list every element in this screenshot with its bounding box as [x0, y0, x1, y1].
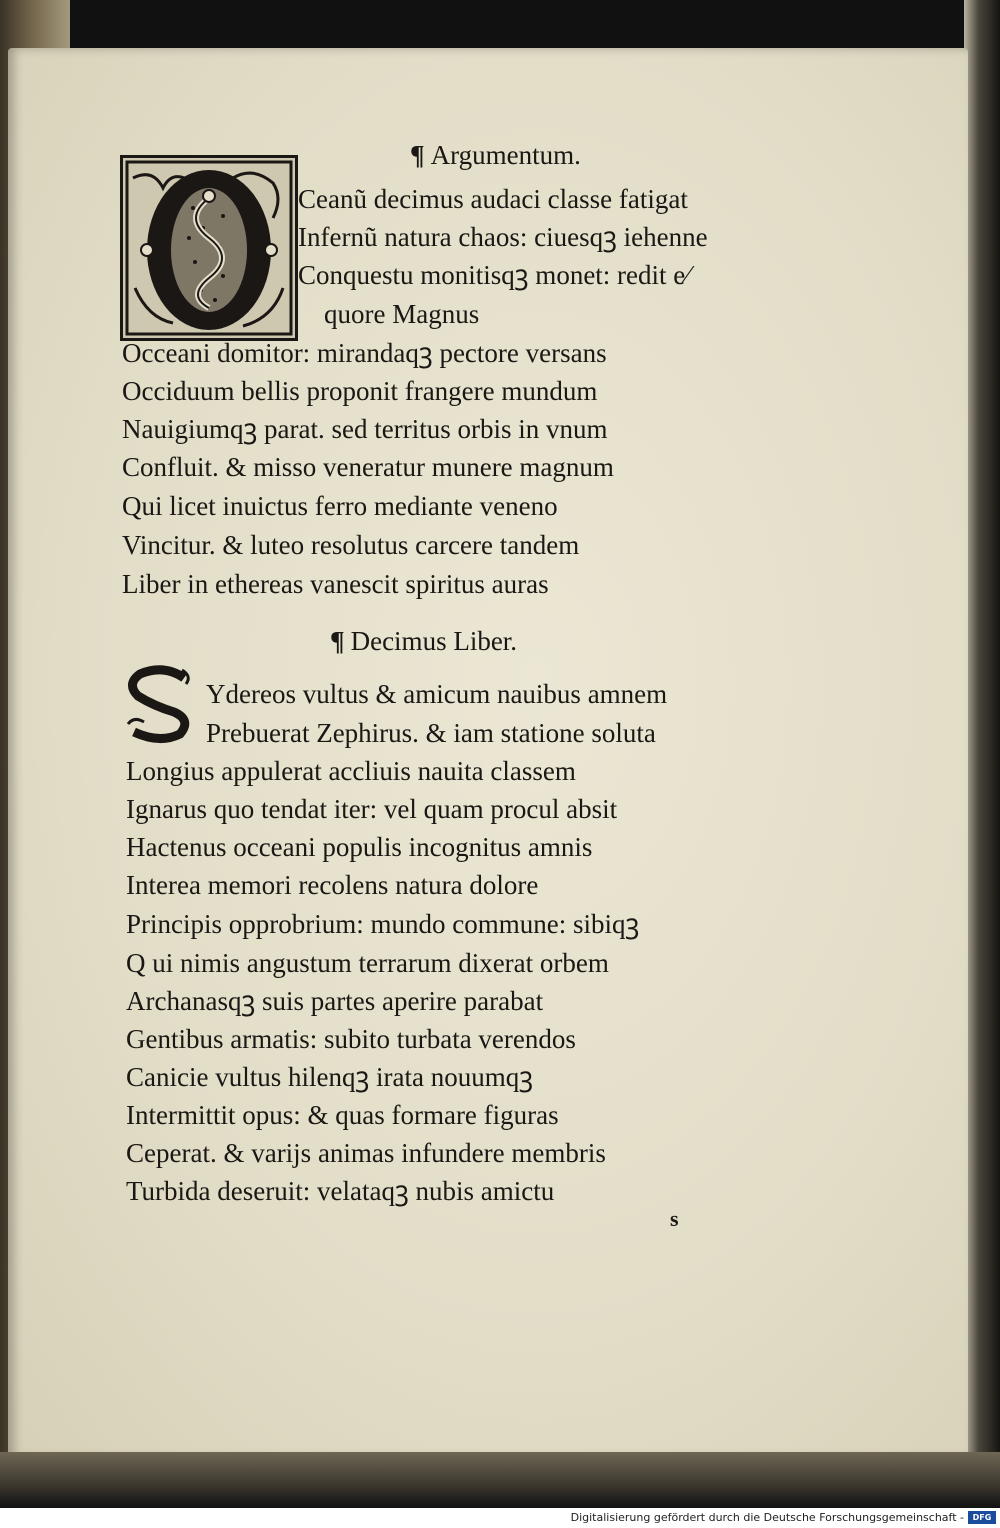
poem-line: Gentibus armatis: subito turbata verendos: [126, 1024, 576, 1054]
poem-line: Intermittit opus: & quas formare figuras: [126, 1100, 559, 1130]
argument-line: Vincitur. & luteo resolutus carcere tandem: [122, 530, 580, 560]
argument-line: Liber in ethereas vanescit spiritus auras: [122, 569, 549, 599]
poem-line: Ignarus quo tendat iter: vel quam procul absit: [126, 794, 618, 824]
poem-line: Q ui nimis angustum terrarum dixerat orbem: [126, 948, 609, 978]
argument-line: Ceanũ decimus audaci classe fatigat: [298, 184, 688, 214]
pilcrow-icon: ¶: [330, 626, 345, 656]
footer-bar: [0, 1508, 1000, 1528]
poem-line: Prebuerat Zephirus. & iam statione soluta: [206, 718, 656, 748]
footer-credit: Digitalisierung gefördert durch die Deutsche Forschungsgemeinschaft -: [570, 1511, 964, 1524]
argument-line: Confluit. & misso veneratur munere magnum: [122, 452, 614, 482]
argument-heading: ¶ Argumentum.: [410, 140, 581, 170]
ornament-icon: [123, 158, 295, 338]
argument-line: Qui licet inuictus ferro mediante veneno: [122, 491, 558, 521]
poem-line: Archanasqꝫ suis partes aperire parabat: [126, 986, 544, 1016]
argument-line: Infernũ natura chaos: ciuesqꝫ iehenne: [298, 222, 708, 252]
poem-line: Ceperat. & varijs animas infundere membris: [126, 1138, 606, 1168]
decorated-initial-o: [120, 155, 298, 341]
poem-line: Principis opprobrium: mundo commune: sibiqꝫ: [126, 909, 640, 939]
argument-line: Occeani domitor: mirandaqꝫ pectore versans: [122, 338, 607, 368]
argument-line: quore Magnus: [324, 299, 480, 329]
right-edge: [964, 0, 1000, 1508]
dfg-logo: DFG: [968, 1511, 996, 1524]
poem-line: Ydereos vultus & amicum nauibus amnem: [206, 679, 668, 709]
poem-line: Turbida deseruit: velataqꝫ nubis amictu: [126, 1176, 555, 1206]
argument-line: Occiduum bellis proponit frangere mundum: [122, 376, 598, 406]
decorated-initial-s: [124, 664, 196, 744]
poem-line: Hactenus occeani populis incognitus amnis: [126, 832, 593, 862]
book-heading: ¶ Decimus Liber.: [330, 626, 518, 656]
bottom-edge: [0, 1452, 1000, 1508]
argument-line: Nauigiumqꝫ parat. sed territus orbis in vnum: [122, 414, 608, 444]
argument-line: Conquestu monitisqꝫ monet: redit e⁄: [298, 260, 690, 290]
poem-line: Interea memori recolens natura dolore: [126, 870, 539, 900]
poem-line: Canicie vultus hilenqꝫ irata nouumqꝫ: [126, 1062, 534, 1092]
pilcrow-icon: ¶: [410, 140, 425, 170]
signature-mark: s: [670, 1206, 679, 1231]
poem-line: Longius appulerat accliuis nauita classem: [126, 756, 576, 786]
